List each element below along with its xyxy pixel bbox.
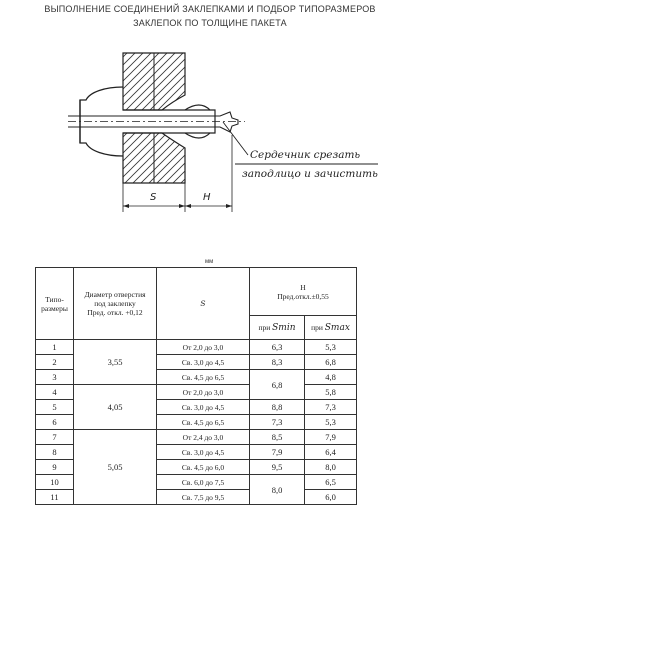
cell-smax: 5,3 xyxy=(305,415,357,430)
document-title-line2: ЗАКЛЕПОК ПО ТОЛЩИНЕ ПАКЕТА xyxy=(133,18,287,28)
header-smin: при Smin xyxy=(250,316,305,340)
cell-diameter: 5,05 xyxy=(74,430,157,505)
cell-s-range: От 2,4 до 3,0 xyxy=(157,430,250,445)
note-line2: заподлицо и зачистить xyxy=(242,168,378,180)
cell-s-range: Св. 6,0 до 7,5 xyxy=(157,475,250,490)
rivet-size-table xyxy=(35,267,357,505)
document-title-line1: ВЫПОЛНЕНИЕ СОЕДИНЕНИЙ ЗАКЛЕПКАМИ И ПОДБОР ТИПОРАЗМЕРОВ xyxy=(44,4,376,14)
cell-type: 4 xyxy=(36,385,74,400)
cell-s-range: Св. 4,5 до 6,0 xyxy=(157,460,250,475)
cell-smax: 6,0 xyxy=(305,490,357,505)
cell-smax: 5,8 xyxy=(305,385,357,400)
mandrel xyxy=(68,112,238,132)
cell-type: 1 xyxy=(36,340,74,355)
cell-smin: 7,3 xyxy=(250,415,305,430)
cell-smin: 8,0 xyxy=(250,475,305,505)
cell-s-range: От 2,0 до 3,0 xyxy=(157,385,250,400)
dimension-s: S xyxy=(150,192,157,203)
cell-smin: 6,8 xyxy=(250,370,305,400)
cell-smax: 8,0 xyxy=(305,460,357,475)
cell-smin: 8,8 xyxy=(250,400,305,415)
cell-smin: 7,9 xyxy=(250,445,305,460)
cell-diameter: 3,55 xyxy=(74,340,157,385)
cell-smin: 6,3 xyxy=(250,340,305,355)
dimension-h: H xyxy=(203,192,211,203)
cell-type: 2 xyxy=(36,355,74,370)
cell-s-range: Св. 4,5 до 6,5 xyxy=(157,415,250,430)
cell-smax: 4,8 xyxy=(305,370,357,385)
header-h: H Пред.откл.±0,55 xyxy=(250,268,357,316)
rivet-drawing xyxy=(60,40,390,215)
cell-type: 3 xyxy=(36,370,74,385)
cell-smax: 5,3 xyxy=(305,340,357,355)
header-s: S xyxy=(157,268,250,340)
cell-smax: 7,9 xyxy=(305,430,357,445)
cell-smin: 8,5 xyxy=(250,430,305,445)
header-diameter: Диаметр отверстия под заклепку Пред. откл. +0,12 xyxy=(74,268,157,340)
cell-s-range: Св. 3,0 до 4,5 xyxy=(157,355,250,370)
unit-label: мм xyxy=(205,259,214,265)
header-type: Типо-размеры xyxy=(36,268,74,340)
cell-smax: 6,5 xyxy=(305,475,357,490)
cell-diameter: 4,05 xyxy=(74,385,157,430)
cell-smin: 8,3 xyxy=(250,355,305,370)
cell-smin: 9,5 xyxy=(250,460,305,475)
cell-smax: 6,4 xyxy=(305,445,357,460)
cell-smax: 6,8 xyxy=(305,355,357,370)
cell-type: 11 xyxy=(36,490,74,505)
cell-s-range: Св. 4,5 до 6,5 xyxy=(157,370,250,385)
cell-s-range: Св. 3,0 до 4,5 xyxy=(157,445,250,460)
note-line1: Сердечник срезать xyxy=(250,149,361,161)
cell-type: 6 xyxy=(36,415,74,430)
header-smax: при Smax xyxy=(305,316,357,340)
cell-s-range: Св. 7,5 до 9,5 xyxy=(157,490,250,505)
cell-type: 5 xyxy=(36,400,74,415)
cell-smax: 7,3 xyxy=(305,400,357,415)
cell-s-range: Св. 3,0 до 4,5 xyxy=(157,400,250,415)
cell-s-range: От 2,0 до 3,0 xyxy=(157,340,250,355)
cell-type: 8 xyxy=(36,445,74,460)
cell-type: 9 xyxy=(36,460,74,475)
cell-type: 7 xyxy=(36,430,74,445)
cell-type: 10 xyxy=(36,475,74,490)
